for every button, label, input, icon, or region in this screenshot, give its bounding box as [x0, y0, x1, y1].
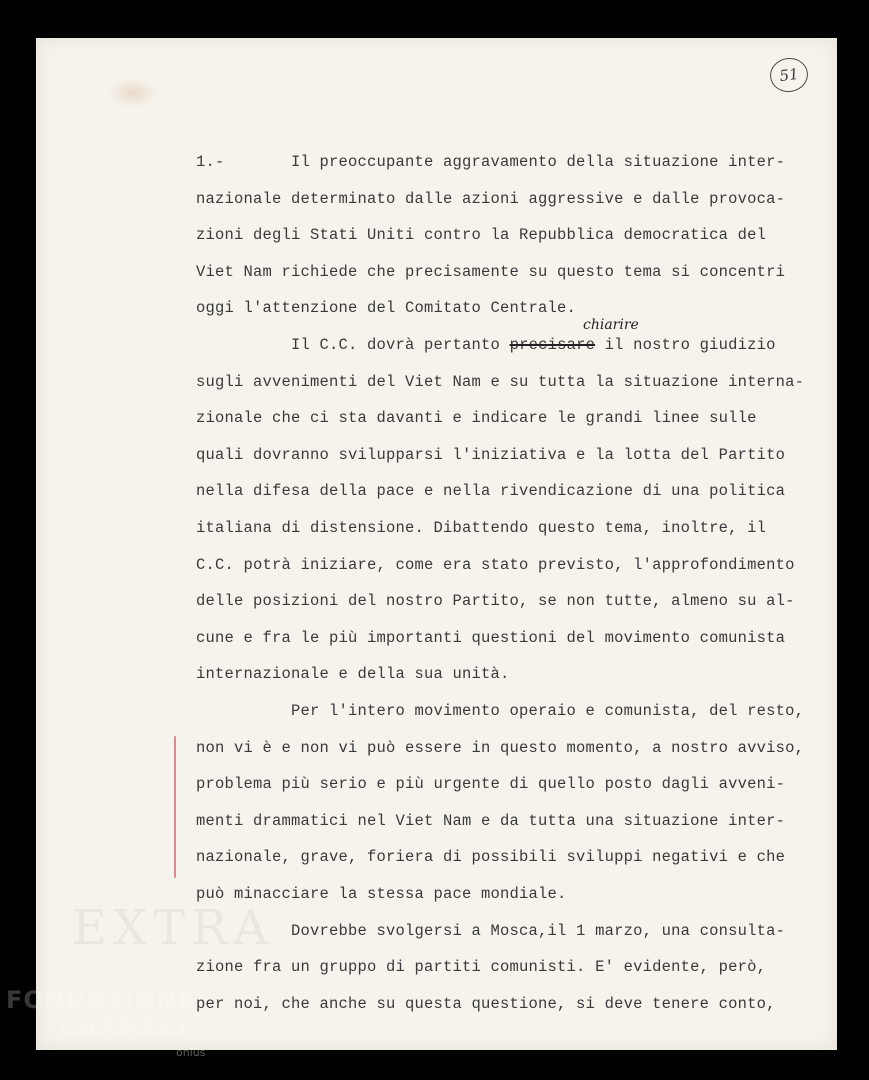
watermark-onlus-label: onlus [176, 1046, 206, 1059]
struck-word: precisare [509, 336, 596, 354]
text-segment: Il C.C. dovrà pertanto [196, 336, 510, 354]
text-line: cune e fra le più importanti questioni del movimento comunista [196, 628, 786, 647]
text-line: menti drammatici nel Viet Nam e da tutta una situazione inter- [196, 811, 786, 830]
text-line: problema più serio e più urgente di quello posto dagli avveni- [196, 775, 786, 794]
faint-stamp-impression: EXTRA [72, 900, 275, 956]
text-line: C.C. potrà iniziare, come era stato previsto, l'approfondimento [196, 555, 795, 574]
text-line: nazionale determinato dalle azioni aggressive e dalle provoca- [196, 189, 786, 208]
handwritten-correction: chiarire [583, 317, 639, 333]
paper-stain [108, 78, 158, 108]
text-line: nazionale, grave, foriera di possibili sviluppi negativi e che [196, 848, 786, 867]
text-line: delle posizioni del nostro Partito, se non tutte, almeno su al- [196, 592, 795, 611]
text-line: Dovrebbe svolgersi a Mosca,il 1 marzo, una consulta- [196, 921, 786, 940]
text-line [196, 336, 776, 354]
text-line: italiana di distensione. Dibattendo questo tema, inoltre, il [196, 519, 767, 537]
text-line: zionale che ci sta davanti e indicare le grandi linee sulle [196, 409, 757, 428]
text-line: zione fra un gruppo di partiti comunisti. E' evidente, però, [196, 958, 767, 977]
text-line: oggi l'attenzione del Comitato Centrale. [196, 299, 577, 318]
text-line: può minacciare la stessa pace mondiale. [196, 885, 567, 903]
text-line: non vi è e non vi può essere in questo momento, a nostro avviso, [196, 738, 805, 757]
text-segment: il nostro giudizio [595, 336, 776, 354]
watermark-logo-subtext: GRAMSCI [60, 1016, 189, 1041]
text-line: 1.- Il preoccupante aggravamento della situazione inter- [196, 153, 786, 171]
text-line: Per l'intero movimento operaio e comunista, del resto, [196, 702, 805, 720]
red-margin-mark [174, 736, 176, 878]
watermark-logo-text: FONDAZIONE [6, 986, 195, 1014]
text-line: internazionale e della sua unità. [196, 665, 510, 684]
text-line: Viet Nam richiede che precisamente su questo tema si concentri [196, 262, 786, 281]
text-line: sugli avvenimenti del Viet Nam e su tutta la situazione interna- [196, 372, 805, 391]
page-number-circled: 51 [768, 56, 810, 95]
text-line: per noi, che anche su questa questione, si deve tenere conto, [196, 994, 776, 1013]
text-line: nella difesa della pace e nella rivendicazione di una politica [196, 482, 786, 501]
text-line: quali dovranno svilupparsi l'iniziativa e la lotta del Partito [196, 445, 786, 464]
text-line: zioni degli Stati Uniti contro la Repubblica democratica del [196, 226, 767, 245]
